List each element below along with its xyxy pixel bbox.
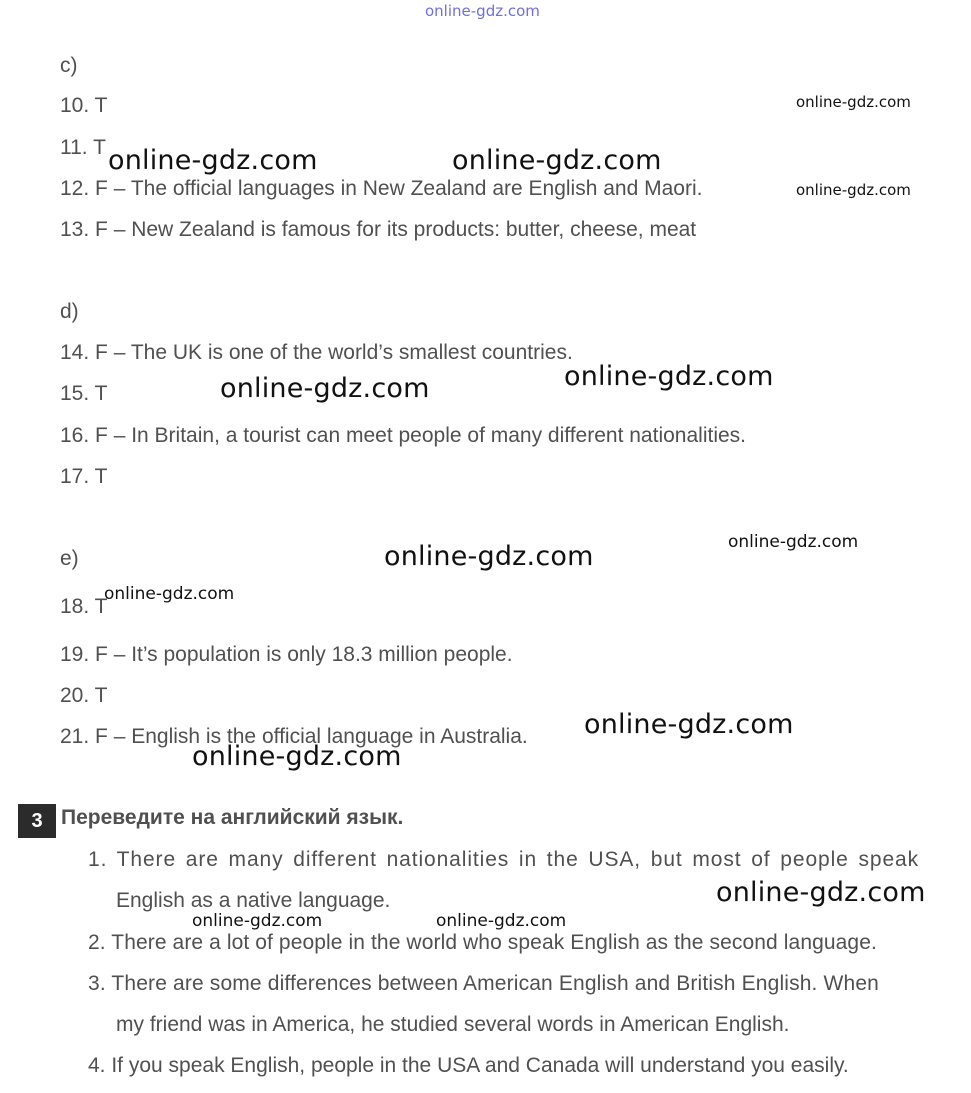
watermark: online-gdz.com bbox=[584, 709, 794, 740]
section-d-label: d) bbox=[60, 300, 79, 323]
answer-14: 14. F – The UK is one of the world’s smallest countries. bbox=[60, 341, 573, 364]
answer-15: 15. T bbox=[60, 382, 108, 405]
answer-12: 12. F – The official languages in New Zealand are English and Maori. bbox=[60, 177, 703, 200]
watermark: online-gdz.com bbox=[108, 145, 318, 176]
translation-1-line-1: 1. There are many different nationalities in the USA, but most of people speak bbox=[88, 848, 920, 871]
watermark-top: online-gdz.com bbox=[425, 2, 540, 20]
translation-4: 4. If you speak English, people in the USA and Canada will understand you easily. bbox=[88, 1054, 849, 1077]
watermark-small: online-gdz.com bbox=[436, 911, 567, 931]
answer-19: 19. F – It’s population is only 18.3 million people. bbox=[60, 643, 513, 666]
translation-3-line-2: my friend was in America, he studied several words in American English. bbox=[116, 1013, 790, 1036]
watermark-small: online-gdz.com bbox=[728, 532, 859, 552]
answer-17: 17. T bbox=[60, 465, 108, 488]
watermark: online-gdz.com bbox=[192, 741, 402, 772]
watermark: online-gdz.com bbox=[220, 373, 430, 404]
translation-2: 2. There are a lot of people in the world who speak English as the second language. bbox=[88, 931, 877, 954]
section-c-label: c) bbox=[60, 54, 78, 77]
section-e-label: e) bbox=[60, 547, 79, 570]
answer-20: 20. T bbox=[60, 684, 108, 707]
watermark-small: online-gdz.com bbox=[796, 93, 911, 111]
watermark: online-gdz.com bbox=[384, 541, 594, 572]
answer-13: 13. F – New Zealand is famous for its products: butter, cheese, meat bbox=[60, 218, 697, 241]
watermark: online-gdz.com bbox=[716, 877, 926, 908]
watermark-small: online-gdz.com bbox=[192, 911, 323, 931]
task-number-badge: 3 bbox=[18, 804, 56, 838]
translation-1-line-2: English as a native language. bbox=[116, 889, 391, 912]
answer-21: 21. F – English is the official language in Australia. bbox=[60, 725, 528, 748]
watermark: online-gdz.com bbox=[564, 361, 774, 392]
answer-18: 18. T bbox=[60, 595, 108, 618]
watermark-small: online-gdz.com bbox=[796, 181, 911, 199]
answer-16: 16. F – In Britain, a tourist can meet people of many different nationalities. bbox=[60, 424, 746, 447]
answer-11: 11. T bbox=[60, 136, 106, 159]
watermark: online-gdz.com bbox=[452, 145, 662, 176]
watermark-small: online-gdz.com bbox=[104, 584, 235, 604]
translation-3-line-1: 3. There are some differences between American English and British English. When bbox=[88, 972, 879, 995]
task-title: Переведите на английский язык. bbox=[61, 806, 404, 829]
answer-10: 10. T bbox=[60, 94, 108, 117]
